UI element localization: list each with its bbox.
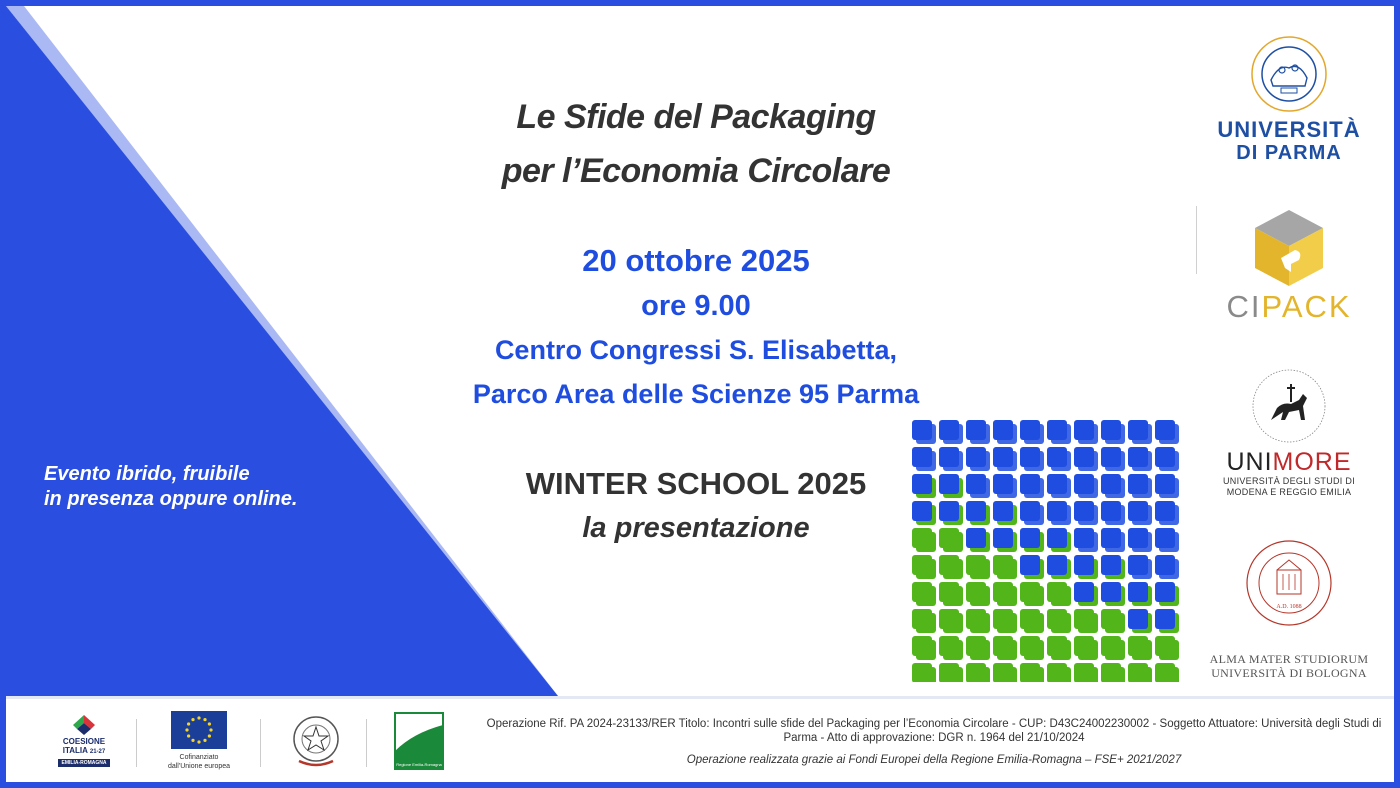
unimore-subtitle-1: UNIVERSITÀ DEGLI STUDI DI: [1222, 476, 1356, 486]
mosaic-tile: [1155, 447, 1179, 471]
eu-star-icon: [197, 740, 200, 743]
regione-logo-label: Regione Emilia-Romagna: [396, 762, 442, 767]
mosaic-tile: [966, 609, 990, 633]
title-line-2: per l’Economia Circolare: [501, 152, 891, 190]
cipack-wordmark-ci: CI: [1226, 289, 1262, 324]
mosaic-tile: [939, 474, 963, 498]
eu-line-1: Cofinanziato: [179, 754, 219, 761]
mosaic-tile: [1047, 420, 1071, 444]
eu-star-icon: [209, 728, 212, 731]
mosaic-tile: [1074, 447, 1098, 471]
mosaic-tile: [1020, 609, 1044, 633]
eu-line-2: dall'Unione europea: [167, 763, 231, 770]
mosaic-tile: [912, 474, 936, 498]
mosaic-tile: [939, 663, 963, 682]
mosaic-tile: [1128, 582, 1152, 606]
mosaic-tile: [1047, 474, 1071, 498]
mosaic-tile: [1101, 447, 1125, 471]
mosaic-tile: [1155, 609, 1179, 633]
mosaic-tile: [1047, 555, 1071, 579]
mosaic-tile: [1074, 555, 1098, 579]
mosaic-tile: [1101, 501, 1125, 525]
mosaic-tile: [1101, 609, 1125, 633]
eu-star-icon: [191, 739, 194, 742]
eu-star-icon: [203, 739, 206, 742]
cipack-wordmark-pack: PACK: [1261, 289, 1352, 324]
mosaic-tile: [912, 582, 936, 606]
logo-repubblica-italiana: [288, 711, 344, 777]
cipack-cube-icon: [1251, 208, 1327, 288]
mosaic-tile: [993, 474, 1017, 498]
mosaic-tile: [1128, 609, 1152, 633]
coesione-italia-icon: [69, 711, 99, 737]
mosaic-tile: [1020, 501, 1044, 525]
mosaic-tile: [993, 528, 1017, 552]
mosaic-tile: [993, 636, 1017, 660]
unibo-name-line-1: ALMA MATER STUDIORUM: [1209, 652, 1369, 666]
mosaic-tile: [993, 555, 1017, 579]
mosaic-tile: [939, 420, 963, 444]
logo-coesione-italia: [52, 711, 116, 777]
unimore-wordmark-uni: UNI: [1226, 448, 1273, 476]
mosaic-tile: [966, 636, 990, 660]
footer-separator: [260, 719, 261, 767]
mosaic-tile: [912, 447, 936, 471]
unimore-wordmark-more: MORE: [1272, 448, 1352, 476]
coesione-line-2: [52, 746, 116, 757]
logo-regione-emilia-romagna: [390, 711, 448, 777]
mosaic-tile: [993, 420, 1017, 444]
mosaic-tile: [966, 447, 990, 471]
mosaic-tile: [1074, 501, 1098, 525]
mosaic-tile: [1047, 501, 1071, 525]
mosaic-squares-graphic: [912, 420, 1182, 682]
mosaic-tile: [939, 636, 963, 660]
event-details: [396, 238, 996, 416]
mosaic-tile: [966, 528, 990, 552]
mosaic-tile: [1101, 663, 1125, 682]
mosaic-tile: [1155, 582, 1179, 606]
mosaic-tile: [966, 582, 990, 606]
mosaic-tile: [939, 582, 963, 606]
mosaic-tile: [1101, 636, 1125, 660]
mosaic-tile: [939, 447, 963, 471]
coesione-region-badge: EMILIA-ROMAGNA: [58, 759, 110, 767]
footer-funding-text: Operazione realizzata grazie ai Fondi Europei della Regione Emilia-Romagna – FSE+ 2021/2027: [686, 754, 1182, 766]
mosaic-tile: [912, 420, 936, 444]
logo-unibo: [1194, 538, 1384, 680]
mosaic-tile: [912, 663, 936, 682]
mosaic-tile: [1155, 636, 1179, 660]
event-venue-line-1: Centro Congressi S. Elisabetta,: [494, 335, 898, 365]
event-time: ore 9.00: [641, 290, 751, 322]
unimore-seal-icon: [1249, 366, 1329, 446]
mosaic-tile: [1155, 420, 1179, 444]
mosaic-tile: [1128, 420, 1152, 444]
mosaic-tile: [1047, 636, 1071, 660]
coesione-line-1: COESIONE: [62, 737, 106, 746]
mosaic-tile: [939, 609, 963, 633]
mosaic-tile: [1047, 609, 1071, 633]
mosaic-tile: [1155, 474, 1179, 498]
eu-star-icon: [185, 728, 188, 731]
mosaic-tile: [966, 555, 990, 579]
unipr-seal-icon: [1249, 34, 1329, 114]
mosaic-tile: [912, 501, 936, 525]
mosaic-tile: [1101, 528, 1125, 552]
mosaic-tile: [1074, 609, 1098, 633]
mosaic-tile: [1128, 636, 1152, 660]
mosaic-tile: [1020, 663, 1044, 682]
footer-funding-bar: [6, 696, 1394, 788]
mosaic-tile: [1047, 663, 1071, 682]
mosaic-tile: [993, 447, 1017, 471]
winter-school-subtitle: la presentazione: [582, 512, 810, 544]
mosaic-tile: [1074, 528, 1098, 552]
unimore-wordmark: [1194, 448, 1384, 476]
mosaic-tile: [1128, 555, 1152, 579]
mosaic-tile: [1074, 636, 1098, 660]
eu-flag-icon: [171, 711, 227, 749]
mosaic-tile: [1101, 582, 1125, 606]
coesione-years: 21-27: [89, 749, 106, 755]
event-date: 20 ottobre 2025: [582, 243, 810, 278]
mosaic-tile: [1047, 582, 1071, 606]
footer-operation-info: [484, 717, 1384, 767]
mosaic-tile: [966, 663, 990, 682]
mosaic-tile: [912, 609, 936, 633]
mosaic-tile: [1155, 555, 1179, 579]
mosaic-tile: [1020, 420, 1044, 444]
hybrid-note-line-1: Evento ibrido, fruibile: [44, 463, 250, 485]
footer-separator: [136, 719, 137, 767]
title-line-1: Le Sfide del Packaging: [516, 98, 876, 136]
mosaic-tile: [966, 420, 990, 444]
mosaic-tile: [1020, 447, 1044, 471]
mosaic-tile: [1155, 663, 1179, 682]
mosaic-tile: [1101, 474, 1125, 498]
hybrid-event-note: [44, 462, 297, 512]
mosaic-tile: [1128, 528, 1152, 552]
hybrid-note-line-2: in presenza oppure online.: [44, 488, 298, 510]
mosaic-tile: [1101, 555, 1125, 579]
eu-star-icon: [208, 734, 211, 737]
event-title: [386, 90, 1006, 198]
mosaic-tile: [1020, 555, 1044, 579]
mosaic-tile: [912, 528, 936, 552]
unimore-subtitle-2: MODENA E REGGIO EMILIA: [1226, 487, 1352, 497]
mosaic-tile: [966, 501, 990, 525]
mosaic-tile: [1155, 501, 1179, 525]
unibo-name-line-2: UNIVERSITÀ DI BOLOGNA: [1211, 666, 1367, 680]
mosaic-tile: [993, 609, 1017, 633]
mosaic-tile: [1128, 501, 1152, 525]
eu-star-icon: [208, 722, 211, 725]
mosaic-tile: [1020, 582, 1044, 606]
logo-universita-di-parma: [1194, 34, 1384, 164]
mosaic-tile: [1020, 636, 1044, 660]
mosaic-tile: [1074, 663, 1098, 682]
mosaic-tile: [1128, 474, 1152, 498]
mosaic-tile: [993, 501, 1017, 525]
footer-operation-text: Operazione Rif. PA 2024-23133/RER Titolo: Incontri sulle sfide del Packaging per l’Economia Circolare - CUP: D43C24002230002 - Soggetto Attuatore: Università degli Studi di Parma - Atto di approvazione: DGR n. 1964 del 21/10/2024: [486, 718, 1382, 744]
unibo-seal-year: A.D. 1088: [1276, 604, 1302, 610]
mosaic-tile: [1074, 582, 1098, 606]
mosaic-tile: [1047, 447, 1071, 471]
mosaic-tile: [1128, 663, 1152, 682]
eu-star-icon: [197, 716, 200, 719]
mosaic-tile: [912, 555, 936, 579]
mosaic-tile: [1020, 474, 1044, 498]
mosaic-tile: [993, 582, 1017, 606]
mosaic-tile: [912, 636, 936, 660]
mosaic-tile: [939, 528, 963, 552]
mosaic-tile: [1047, 528, 1071, 552]
event-venue-line-2: Parco Area delle Scienze 95 Parma: [472, 379, 920, 409]
logo-unimore: [1194, 366, 1384, 498]
footer-separator: [366, 719, 367, 767]
logo-cipack: [1194, 208, 1384, 324]
mosaic-tile: [993, 663, 1017, 682]
coesione-italia-label: ITALIA: [62, 746, 88, 755]
winter-school-title: WINTER SCHOOL 2025: [525, 466, 867, 501]
unibo-seal-icon: [1244, 538, 1334, 628]
cipack-wordmark: [1194, 290, 1384, 324]
mosaic-tile: [1155, 528, 1179, 552]
mosaic-tile: [1074, 420, 1098, 444]
partner-logos: [1194, 26, 1384, 696]
mosaic-tile: [1101, 420, 1125, 444]
eu-star-icon: [187, 722, 190, 725]
mosaic-tile: [939, 501, 963, 525]
eu-star-icon: [203, 718, 206, 721]
logo-eu-cofinanced: [166, 711, 232, 777]
mosaic-tile: [939, 555, 963, 579]
mosaic-tile: [1128, 447, 1152, 471]
winter-school-heading: [446, 462, 946, 550]
mosaic-tile: [966, 474, 990, 498]
eu-star-icon: [191, 718, 194, 721]
regione-emilia-romagna-icon: [393, 711, 445, 771]
mosaic-tile: [1074, 474, 1098, 498]
italian-republic-emblem-icon: [289, 711, 343, 771]
mosaic-tile: [1020, 528, 1044, 552]
unipr-name-line-2: DI PARMA: [1236, 142, 1342, 164]
eu-star-icon: [187, 734, 190, 737]
unipr-name-line-1: UNIVERSITÀ: [1217, 117, 1361, 142]
